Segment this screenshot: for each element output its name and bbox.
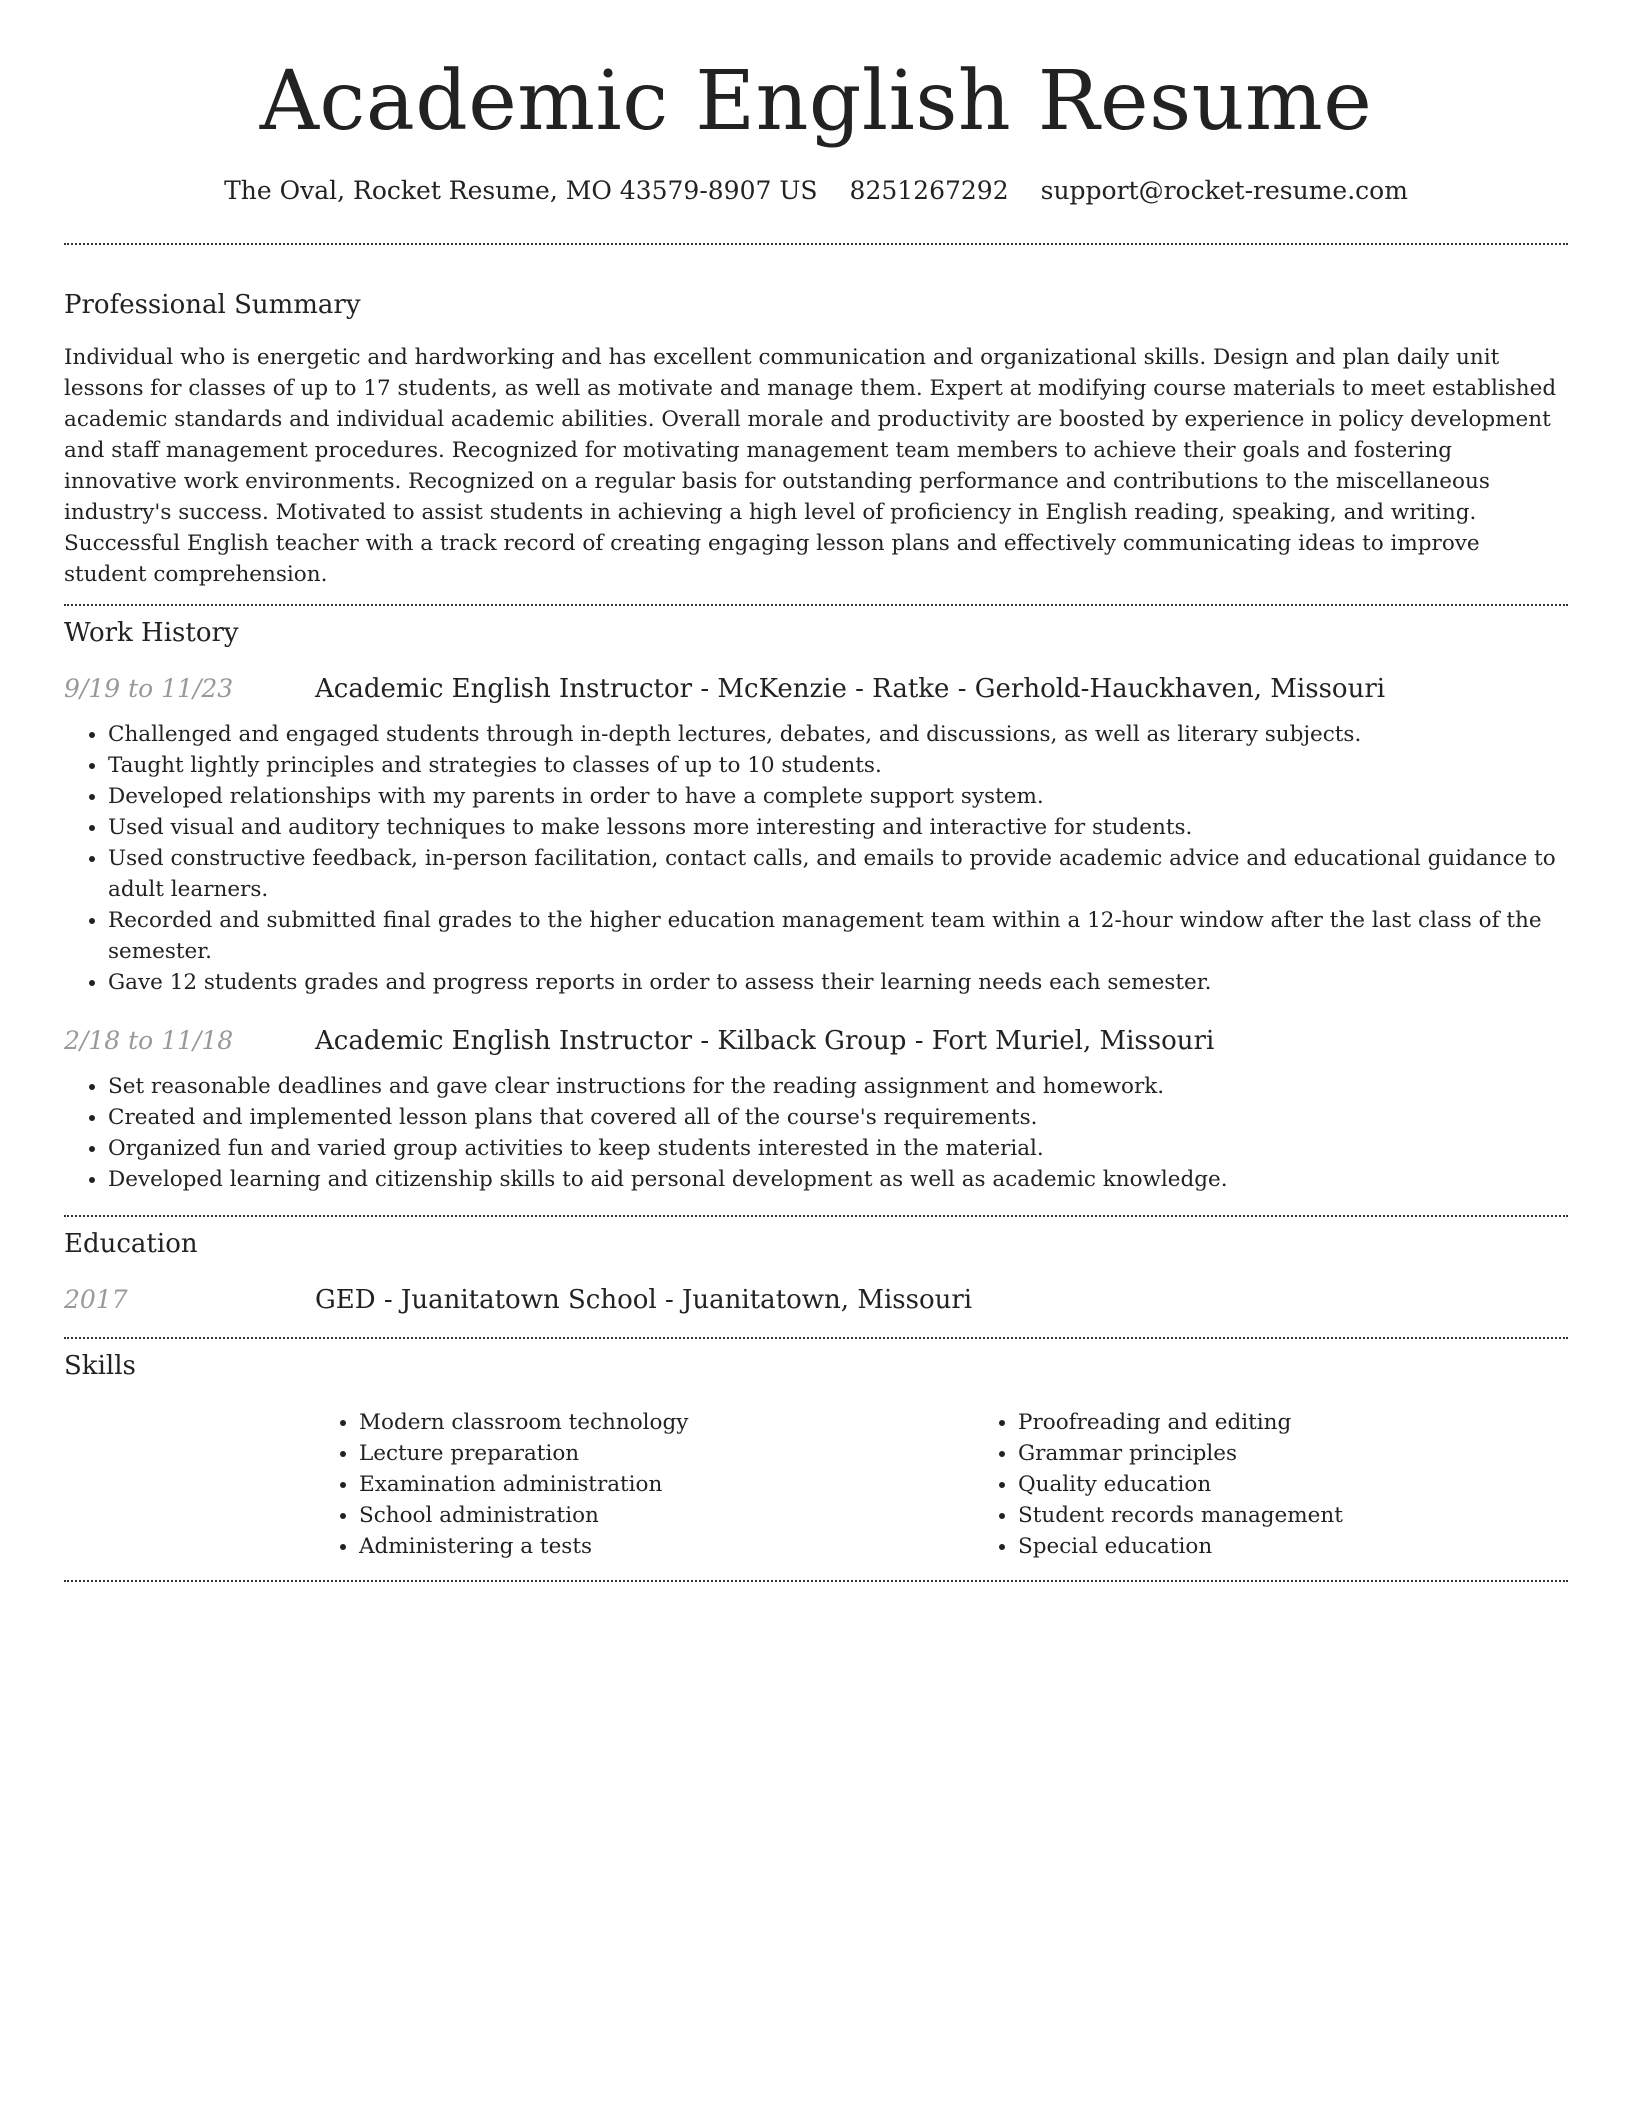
job-duties [64,1071,1568,1195]
divider [64,1215,1568,1217]
skill-item: • Proofreading and editing [1018,1407,1632,1438]
skill-item: • Grammar principles [1018,1438,1632,1469]
section-title-skills: Skills [64,1351,136,1381]
job-dates: 9/19 to 11/23 [64,674,234,703]
skills-column-right [974,1407,1632,1562]
contact-address: The Oval, Rocket Resume, MO 43579-8907 US [224,176,818,205]
education-entry [64,1283,1568,1317]
section-title-education: Education [64,1229,198,1259]
skill-item: • Lecture preparation [359,1438,974,1469]
education-title: GED - Juanitatown School - Juanitatown, Missouri [315,1285,973,1315]
job-title: Academic English Instructor - Kilback Group - Fort Muriel, Missouri [315,1026,1215,1056]
list-item: • Recorded and submitted final grades to the higher education management team within a 12-hour window after the last class of the semester. [108,905,1568,967]
contact-email: support@rocket-resume.com [1040,176,1408,205]
list-item: • Taught lightly principles and strategies to classes of up to 10 students. [108,750,1568,781]
list-item: • Created and implemented lesson plans that covered all of the course's requirements. [108,1102,1568,1133]
summary-text: Individual who is energetic and hardworking and has excellent communication and organizational skills. Design and plan daily unit lessons for classes of up to 17 students, as well as motivate and manage them. Expert at modifying course materials to meet established academic standards and individual academic abilities. Overall morale and productivity are boosted by experience in policy development and staff management procedures. Recognized for motivating management team members to achieve their goals and fostering innovative work environments. Recognized on a regular basis for outstanding performance and contributions to the miscellaneous industry's success. Motivated to assist students in achieving a high level of proficiency in English reading, speaking, and writing. Successful English teacher with a track record of creating engaging lesson plans and effectively communicating ideas to improve student comprehension. [64,345,1557,587]
contact-line [64,174,1568,208]
job-entry [64,672,1568,706]
list-item: • Gave 12 students grades and progress reports in order to assess their learning needs each semester. [108,967,1568,998]
skill-item: • Examination administration [359,1469,974,1500]
list-item: • Used visual and auditory techniques to make lessons more interesting and interactive for students. [108,812,1568,843]
skill-item: • School administration [359,1500,974,1531]
divider [64,1337,1568,1339]
contact-phone: 8251267292 [849,176,1009,205]
divider [64,1580,1568,1582]
skill-item: • Quality education [1018,1469,1632,1500]
list-item: • Developed relationships with my parents in order to have a complete support system. [108,781,1568,812]
job-duties [64,719,1568,998]
section-title-work: Work History [64,618,239,648]
skill-item: • Modern classroom technology [359,1407,974,1438]
job-dates: 2/18 to 11/18 [64,1026,234,1055]
skill-item: • Administering a tests [359,1531,974,1562]
education-dates: 2017 [64,1285,128,1314]
skill-item: • Special education [1018,1531,1632,1562]
list-item: • Developed learning and citizenship skills to aid personal development as well as academic knowledge. [108,1164,1568,1195]
list-item: • Challenged and engaged students through in-depth lectures, debates, and discussions, as well as literary subjects. [108,719,1568,750]
job-title: Academic English Instructor - McKenzie - Ratke - Gerhold-Hauckhaven, Missouri [315,674,1386,704]
skills-column-left [315,1407,974,1562]
list-item: • Used constructive feedback, in-person facilitation, contact calls, and emails to provide academic advice and educational guidance to adult learners. [108,843,1568,905]
section-title-summary: Professional Summary [64,290,361,320]
list-item: • Organized fun and varied group activities to keep students interested in the material. [108,1133,1568,1164]
list-item: • Set reasonable deadlines and gave clear instructions for the reading assignment and homework. [108,1071,1568,1102]
skills-list [315,1407,1568,1562]
skill-item: • Student records management [1018,1500,1632,1531]
divider [64,604,1568,606]
resume-name: Academic English Resume [259,54,1373,149]
divider [64,243,1568,245]
job-entry [64,1024,1568,1058]
